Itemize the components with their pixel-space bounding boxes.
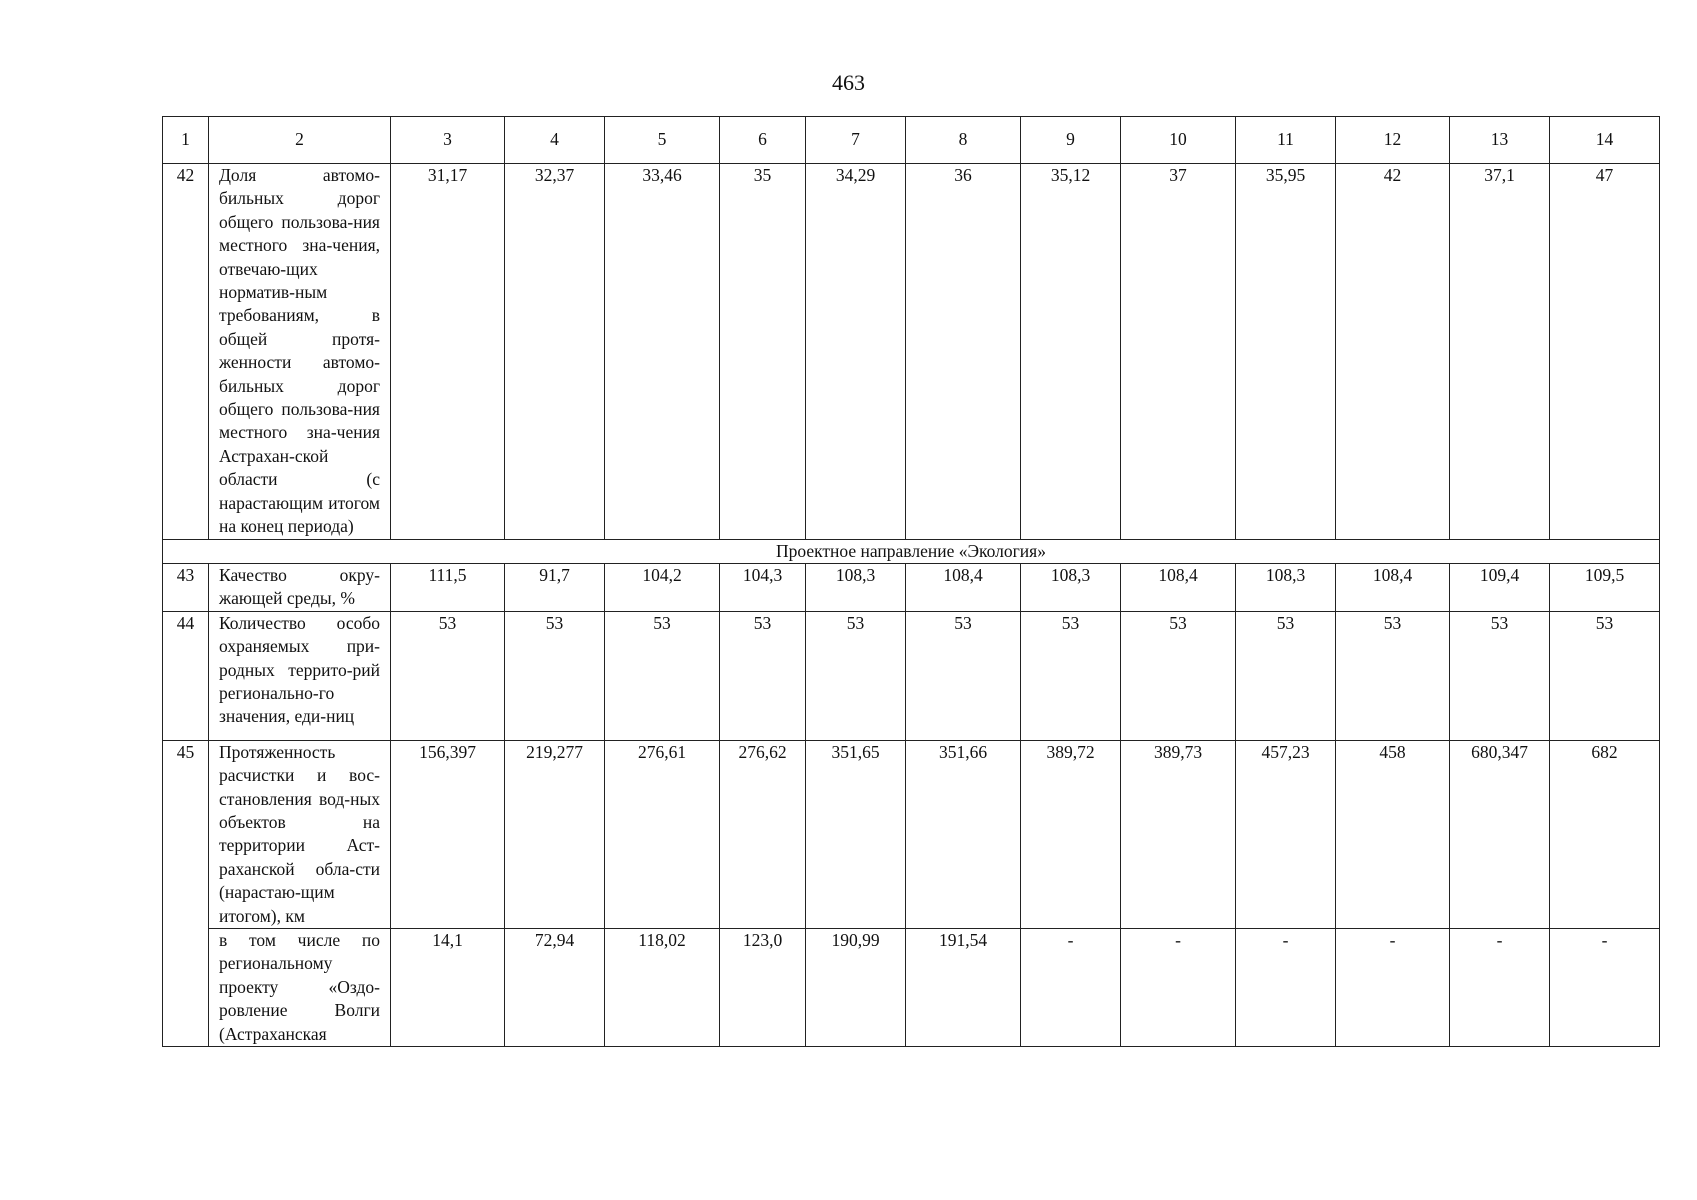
indicator-label: Доля автомо-бильных дорог общего пользова-ния местного зна-чения, отвечаю-щих норматив-ным требованиям, в общей протя-женности автомо-бильных дорог общего пользова-ния местного зна-чения Астрахан-ской области (с нарастающим итогом на конец периода)	[209, 164, 391, 540]
value-cell: 14,1	[391, 928, 505, 1046]
value-cell: 37	[1121, 164, 1236, 540]
value-cell: -	[1550, 928, 1660, 1046]
column-header: 13	[1450, 117, 1550, 164]
column-header: 7	[806, 117, 906, 164]
table-row	[163, 164, 1660, 540]
value-cell: 53	[391, 611, 505, 740]
column-header: 9	[1021, 117, 1121, 164]
indicator-label: в том числе по региональному проекту «Оздо-ровление Волги (Астраханская	[209, 928, 391, 1046]
indicator-label: Количество особо охраняемых при-родных террито-рий регионально-го значения, еди-ниц	[209, 611, 391, 740]
value-cell: 123,0	[720, 928, 806, 1046]
value-cell: 276,62	[720, 740, 806, 928]
value-cell: -	[1336, 928, 1450, 1046]
value-cell: 53	[720, 611, 806, 740]
column-header: 3	[391, 117, 505, 164]
value-cell: 108,4	[1336, 563, 1450, 611]
value-cell: 108,4	[1121, 563, 1236, 611]
value-cell: 389,73	[1121, 740, 1236, 928]
value-cell: 219,277	[505, 740, 605, 928]
value-cell: 111,5	[391, 563, 505, 611]
value-cell: 104,3	[720, 563, 806, 611]
row-number: 42	[163, 164, 209, 540]
value-cell: 53	[605, 611, 720, 740]
value-cell: 118,02	[605, 928, 720, 1046]
column-header: 10	[1121, 117, 1236, 164]
value-cell: 35	[720, 164, 806, 540]
value-cell: 53	[1336, 611, 1450, 740]
value-cell: 680,347	[1450, 740, 1550, 928]
column-header: 14	[1550, 117, 1660, 164]
value-cell: 91,7	[505, 563, 605, 611]
value-cell: 109,5	[1550, 563, 1660, 611]
table-body	[163, 117, 1660, 1047]
row-number	[163, 928, 209, 1046]
value-cell: 37,1	[1450, 164, 1550, 540]
value-cell: 458	[1336, 740, 1450, 928]
value-cell: -	[1121, 928, 1236, 1046]
value-cell: 53	[1550, 611, 1660, 740]
value-cell: 47	[1550, 164, 1660, 540]
column-header: 2	[209, 117, 391, 164]
value-cell: 53	[1021, 611, 1121, 740]
value-cell: 156,397	[391, 740, 505, 928]
value-cell: 53	[505, 611, 605, 740]
column-header: 6	[720, 117, 806, 164]
row-number: 43	[163, 563, 209, 611]
value-cell: 53	[1236, 611, 1336, 740]
value-cell: 53	[1450, 611, 1550, 740]
value-cell: 109,4	[1450, 563, 1550, 611]
value-cell: 351,65	[806, 740, 906, 928]
section-row	[163, 539, 1660, 563]
table-header-row	[163, 117, 1660, 164]
value-cell: 351,66	[906, 740, 1021, 928]
table-row	[163, 740, 1660, 928]
value-cell: 31,17	[391, 164, 505, 540]
column-header: 1	[163, 117, 209, 164]
value-cell: 190,99	[806, 928, 906, 1046]
value-cell: 108,3	[806, 563, 906, 611]
value-cell: 72,94	[505, 928, 605, 1046]
indicators-table	[162, 116, 1660, 1047]
row-number: 44	[163, 611, 209, 740]
table-row	[163, 928, 1660, 1046]
page-number: 463	[832, 70, 865, 95]
value-cell: -	[1450, 928, 1550, 1046]
column-header: 12	[1336, 117, 1450, 164]
value-cell: 53	[806, 611, 906, 740]
value-cell: 36	[906, 164, 1021, 540]
table-row	[163, 611, 1660, 740]
value-cell: 108,4	[906, 563, 1021, 611]
value-cell: 108,3	[1236, 563, 1336, 611]
value-cell: 35,12	[1021, 164, 1121, 540]
value-cell: 191,54	[906, 928, 1021, 1046]
value-cell: -	[1236, 928, 1336, 1046]
indicator-label: Качество окру-жающей среды, %	[209, 563, 391, 611]
value-cell: 42	[1336, 164, 1450, 540]
value-cell: 389,72	[1021, 740, 1121, 928]
value-cell: 53	[906, 611, 1021, 740]
value-cell: 682	[1550, 740, 1660, 928]
indicator-label: Протяженность расчистки и вос-становления вод-ных объектов на территории Аст-раханской обла-сти (нарастаю-щим итогом), км	[209, 740, 391, 928]
column-header: 5	[605, 117, 720, 164]
value-cell: 457,23	[1236, 740, 1336, 928]
value-cell: 53	[1121, 611, 1236, 740]
value-cell: 35,95	[1236, 164, 1336, 540]
value-cell: 32,37	[505, 164, 605, 540]
row-number: 45	[163, 740, 209, 928]
value-cell: 108,3	[1021, 563, 1121, 611]
value-cell: 33,46	[605, 164, 720, 540]
value-cell: 34,29	[806, 164, 906, 540]
section-title: Проектное направление «Экология»	[163, 539, 1660, 563]
table-row	[163, 563, 1660, 611]
column-header: 11	[1236, 117, 1336, 164]
value-cell: -	[1021, 928, 1121, 1046]
value-cell: 104,2	[605, 563, 720, 611]
value-cell: 276,61	[605, 740, 720, 928]
column-header: 8	[906, 117, 1021, 164]
column-header: 4	[505, 117, 605, 164]
